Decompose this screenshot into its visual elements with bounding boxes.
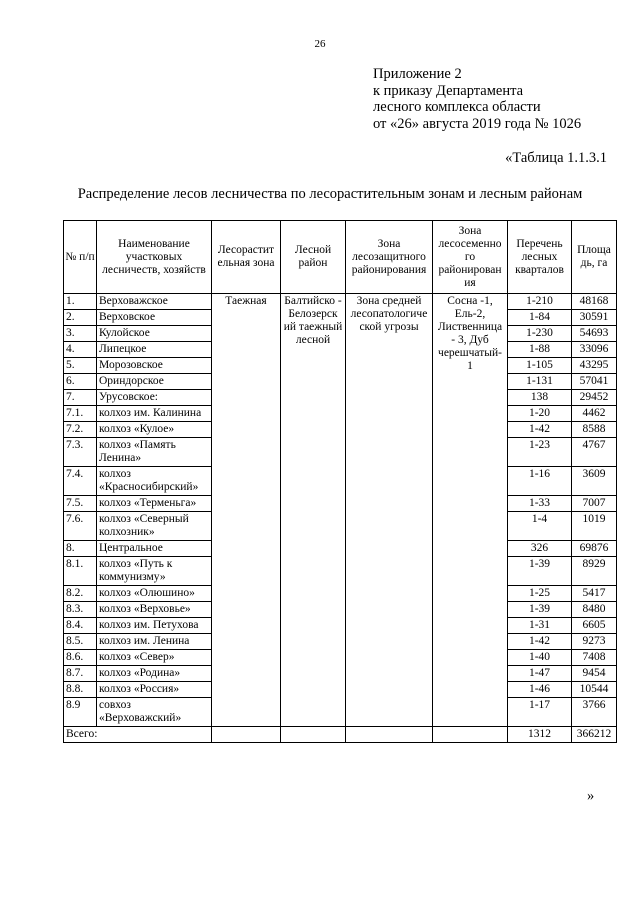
row-quarters: 1-210 [508, 294, 572, 310]
row-area: 1019 [572, 512, 617, 541]
appendix-line: от «26» августа 2019 года № 1026 [373, 115, 582, 132]
forest-district-cell: Балтийско - Белозерск ий таежный лесной [281, 294, 346, 727]
row-name: Кулойское [97, 326, 212, 342]
page-number: 26 [314, 38, 326, 50]
vegetation-zone-cell: Таежная [212, 294, 281, 727]
row-quarters: 1-33 [508, 496, 572, 512]
table-title: Распределение лесов лесничества по лесорастительным зонам и лесным районам [77, 186, 583, 202]
row-quarters: 1-4 [508, 512, 572, 541]
row-quarters: 1-47 [508, 666, 572, 682]
row-number: 7.3. [64, 438, 97, 467]
row-name: колхоз «Россия» [97, 682, 212, 698]
table-row [64, 294, 617, 310]
row-name: колхоз «Путь к коммунизму» [97, 557, 212, 586]
row-number: 6. [64, 374, 97, 390]
row-quarters: 1-84 [508, 310, 572, 326]
row-quarters: 1-23 [508, 438, 572, 467]
forest-distribution-table [63, 220, 617, 743]
row-quarters: 1-16 [508, 467, 572, 496]
total-row [64, 727, 617, 743]
row-area: 3609 [572, 467, 617, 496]
row-number: 7. [64, 390, 97, 406]
row-number: 1. [64, 294, 97, 310]
row-name: колхоз «Олюшино» [97, 586, 212, 602]
row-area: 10544 [572, 682, 617, 698]
row-number: 8.2. [64, 586, 97, 602]
row-quarters: 326 [508, 541, 572, 557]
row-quarters: 1-46 [508, 682, 572, 698]
row-name: Морозовское [97, 358, 212, 374]
row-quarters: 1-42 [508, 422, 572, 438]
row-area: 33096 [572, 342, 617, 358]
row-name: Ориндорское [97, 374, 212, 390]
column-header-number: № п/п [64, 221, 97, 294]
row-quarters: 1-25 [508, 586, 572, 602]
row-name: Верховское [97, 310, 212, 326]
row-area: 54693 [572, 326, 617, 342]
row-number: 4. [64, 342, 97, 358]
total-quarters: 1312 [508, 727, 572, 743]
row-area: 9273 [572, 634, 617, 650]
total-empty-cell [281, 727, 346, 743]
row-name: Липецкое [97, 342, 212, 358]
row-number: 2. [64, 310, 97, 326]
total-area: 366212 [572, 727, 617, 743]
closing-quote: » [587, 788, 595, 804]
row-area: 48168 [572, 294, 617, 310]
total-empty-cell [433, 727, 508, 743]
row-quarters: 1-40 [508, 650, 572, 666]
row-area: 8929 [572, 557, 617, 586]
column-header-area: Площа дь, га [572, 221, 617, 294]
appendix-line: лесного комплекса области [373, 99, 541, 115]
row-number: 8.4. [64, 618, 97, 634]
row-name: колхоз им. Калинина [97, 406, 212, 422]
row-number: 7.1. [64, 406, 97, 422]
row-quarters: 1-31 [508, 618, 572, 634]
row-name: совхоз «Верховажский» [97, 698, 212, 727]
row-area: 43295 [572, 358, 617, 374]
row-quarters: 1-105 [508, 358, 572, 374]
row-number: 7.6. [64, 512, 97, 541]
row-area: 7007 [572, 496, 617, 512]
row-number: 5. [64, 358, 97, 374]
row-area: 4462 [572, 406, 617, 422]
row-number: 3. [64, 326, 97, 342]
row-number: 8.1. [64, 557, 97, 586]
table-header-row [64, 221, 617, 294]
row-number: 8.5. [64, 634, 97, 650]
column-header-protection-zone: Зона лесозащитного районирования [346, 221, 433, 294]
total-empty-cell [346, 727, 433, 743]
row-quarters: 138 [508, 390, 572, 406]
row-name: колхоз «Память Ленина» [97, 438, 212, 467]
row-name: колхоз «Красносибирский» [97, 467, 212, 496]
row-quarters: 1-88 [508, 342, 572, 358]
row-quarters: 1-230 [508, 326, 572, 342]
row-number: 8.3. [64, 602, 97, 618]
column-header-forest-district: Лесной район [281, 221, 346, 294]
row-name: колхоз им. Ленина [97, 634, 212, 650]
column-header-seed-zone: Зона лесосеменно го районирован ия [433, 221, 508, 294]
column-header-quarters: Перечень лесных кварталов [508, 221, 572, 294]
row-area: 4767 [572, 438, 617, 467]
row-name: колхоз «Кулое» [97, 422, 212, 438]
row-quarters: 1-42 [508, 634, 572, 650]
row-area: 3766 [572, 698, 617, 727]
row-area: 7408 [572, 650, 617, 666]
row-number: 8.8. [64, 682, 97, 698]
row-quarters: 1-39 [508, 602, 572, 618]
row-number: 8.9 [64, 698, 97, 727]
row-area: 8588 [572, 422, 617, 438]
row-area: 30591 [572, 310, 617, 326]
row-name: колхоз «Северный колхозник» [97, 512, 212, 541]
row-area: 29452 [572, 390, 617, 406]
total-empty-cell [212, 727, 281, 743]
row-quarters: 1-17 [508, 698, 572, 727]
row-number: 8. [64, 541, 97, 557]
row-quarters: 1-20 [508, 406, 572, 422]
row-name: Урусовское: [97, 390, 212, 406]
row-name: колхоз «Терменьга» [97, 496, 212, 512]
row-number: 7.2. [64, 422, 97, 438]
row-name: колхоз «Север» [97, 650, 212, 666]
protection-zone-cell: Зона средней лесопатологиче ской угрозы [346, 294, 433, 727]
table-body [64, 294, 617, 743]
column-header-vegetation-zone: Лесорастит ельная зона [212, 221, 281, 294]
row-number: 8.6. [64, 650, 97, 666]
row-number: 7.5. [64, 496, 97, 512]
row-area: 57041 [572, 374, 617, 390]
row-quarters: 1-39 [508, 557, 572, 586]
row-name: колхоз «Верховье» [97, 602, 212, 618]
row-area: 69876 [572, 541, 617, 557]
seed-zone-cell: Сосна -1, Ель-2, Лиственница - 3, Дуб черешчатый- 1 [433, 294, 508, 727]
row-area: 6605 [572, 618, 617, 634]
row-name: колхоз им. Петухова [97, 618, 212, 634]
row-number: 7.4. [64, 467, 97, 496]
row-name: Верховажское [97, 294, 212, 310]
appendix-line: Приложение 2 [373, 66, 462, 82]
row-quarters: 1-131 [508, 374, 572, 390]
row-name: колхоз «Родина» [97, 666, 212, 682]
appendix-line: к приказу Департамента [373, 82, 524, 99]
row-name: Центральное [97, 541, 212, 557]
column-header-name: Наименование участковых лесничеств, хозяйств [97, 221, 212, 294]
total-label: Всего: [64, 727, 212, 743]
row-area: 9454 [572, 666, 617, 682]
row-number: 8.7. [64, 666, 97, 682]
table-reference: «Таблица 1.1.3.1 [505, 150, 607, 166]
row-area: 5417 [572, 586, 617, 602]
row-area: 8480 [572, 602, 617, 618]
appendix-header [373, 66, 581, 132]
